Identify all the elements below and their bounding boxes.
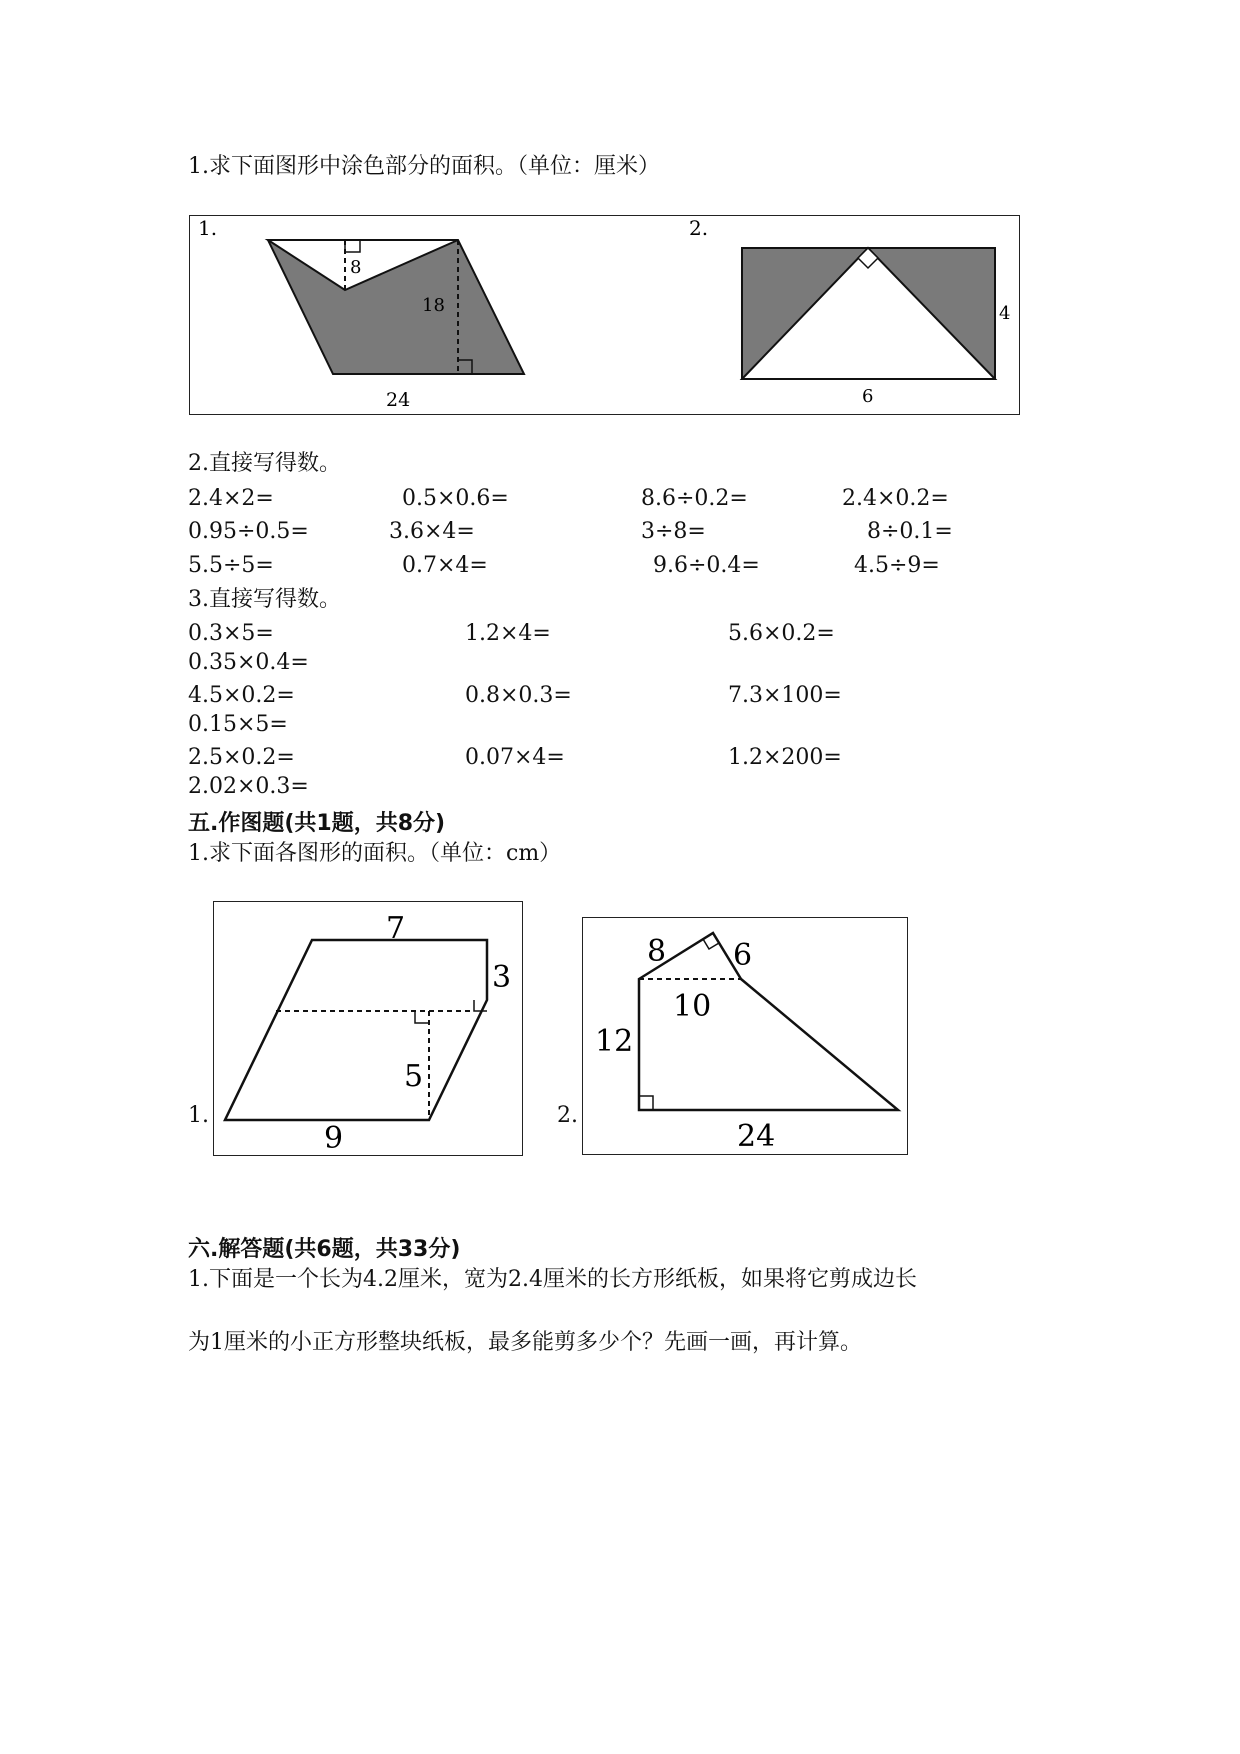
q2-item: 9.6÷0.4= [653,553,760,578]
q2-item: 8.6÷0.2= [641,486,748,511]
section6-heading: 六.解答题(共6题，共33分) [188,1237,461,1262]
q3-item: 4.5×0.2= [188,683,295,708]
s5-fig2-leg2: 6 [733,938,753,973]
q2-item: 2.4×0.2= [842,486,949,511]
q2-item: 3.6×4= [389,519,475,544]
q1-fig1-top-height: 8 [350,257,362,278]
q3-item: 0.8×0.3= [465,683,572,708]
s5-fig1-height: 5 [404,1059,424,1094]
s5-fig1-top: 7 [386,911,406,946]
section5-heading: 五.作图题(共1题，共8分) [188,811,446,836]
q3-item: 0.15×5= [188,712,288,737]
q1-figure-box [189,215,1020,415]
s5-fig1-label: 1. [188,1103,209,1128]
s5-fig2-svg [583,918,907,1154]
q3-item: 7.3×100= [728,683,842,708]
q2-item: 5.5÷5= [188,553,274,578]
s5-fig2-hyp: 10 [673,989,712,1024]
q3-item: 0.35×0.4= [188,650,309,675]
q2-item: 0.95÷0.5= [188,519,309,544]
s5-fig1-shape [225,940,487,1120]
q1-fig2-label: 2. [689,216,709,240]
q3-item: 1.2×200= [728,745,842,770]
q2-item: 3÷8= [641,519,706,544]
q1-figures-svg [190,216,1019,414]
q1-fig1-base: 24 [386,389,411,411]
q2-item: 4.5÷9= [854,553,940,578]
q3-item: 1.2×4= [465,621,551,646]
s5-fig2-height: 12 [595,1024,634,1059]
section6-q1-line1: 1.下面是一个长为4.2厘米，宽为2.4厘米的长方形纸板，如果将它剪成边长 [188,1267,917,1292]
s5-fig1-side: 3 [492,960,512,995]
q3-item: 2.02×0.3= [188,774,309,799]
q3-item: 2.5×0.2= [188,745,295,770]
s5-fig2-leg1: 8 [647,934,667,969]
q1-fig2-height: 4 [999,303,1011,324]
s5-fig2-label: 2. [557,1103,578,1128]
section5-q1-title: 1.求下面各图形的面积。（单位：cm） [188,841,562,866]
q1-fig1-label: 1. [198,216,218,240]
s5-fig2-base: 24 [737,1119,776,1154]
s5-fig1-base: 9 [324,1121,344,1155]
q2-item: 2.4×2= [188,486,274,511]
q2-item: 0.5×0.6= [402,486,509,511]
q3-item: 5.6×0.2= [728,621,835,646]
q3-item: 0.07×4= [465,745,565,770]
q2-title: 2.直接写得数。 [188,451,341,476]
q3-item: 0.3×5= [188,621,274,646]
s5-fig1-svg [214,902,522,1155]
q1-fig1-height: 18 [422,295,445,316]
q2-item: 0.7×4= [402,553,488,578]
section6-q1-line2: 为1厘米的小正方形整块纸板，最多能剪多少个？先画一画，再计算。 [188,1330,862,1355]
s5-fig1-box [213,901,523,1156]
q3-title: 3.直接写得数。 [188,587,341,612]
s5-fig2-box [582,917,908,1155]
q1-fig2-base: 6 [862,386,874,407]
q1-title: 1.求下面图形中涂色部分的面积。（单位：厘米） [188,154,660,179]
q2-item: 8÷0.1= [867,519,953,544]
